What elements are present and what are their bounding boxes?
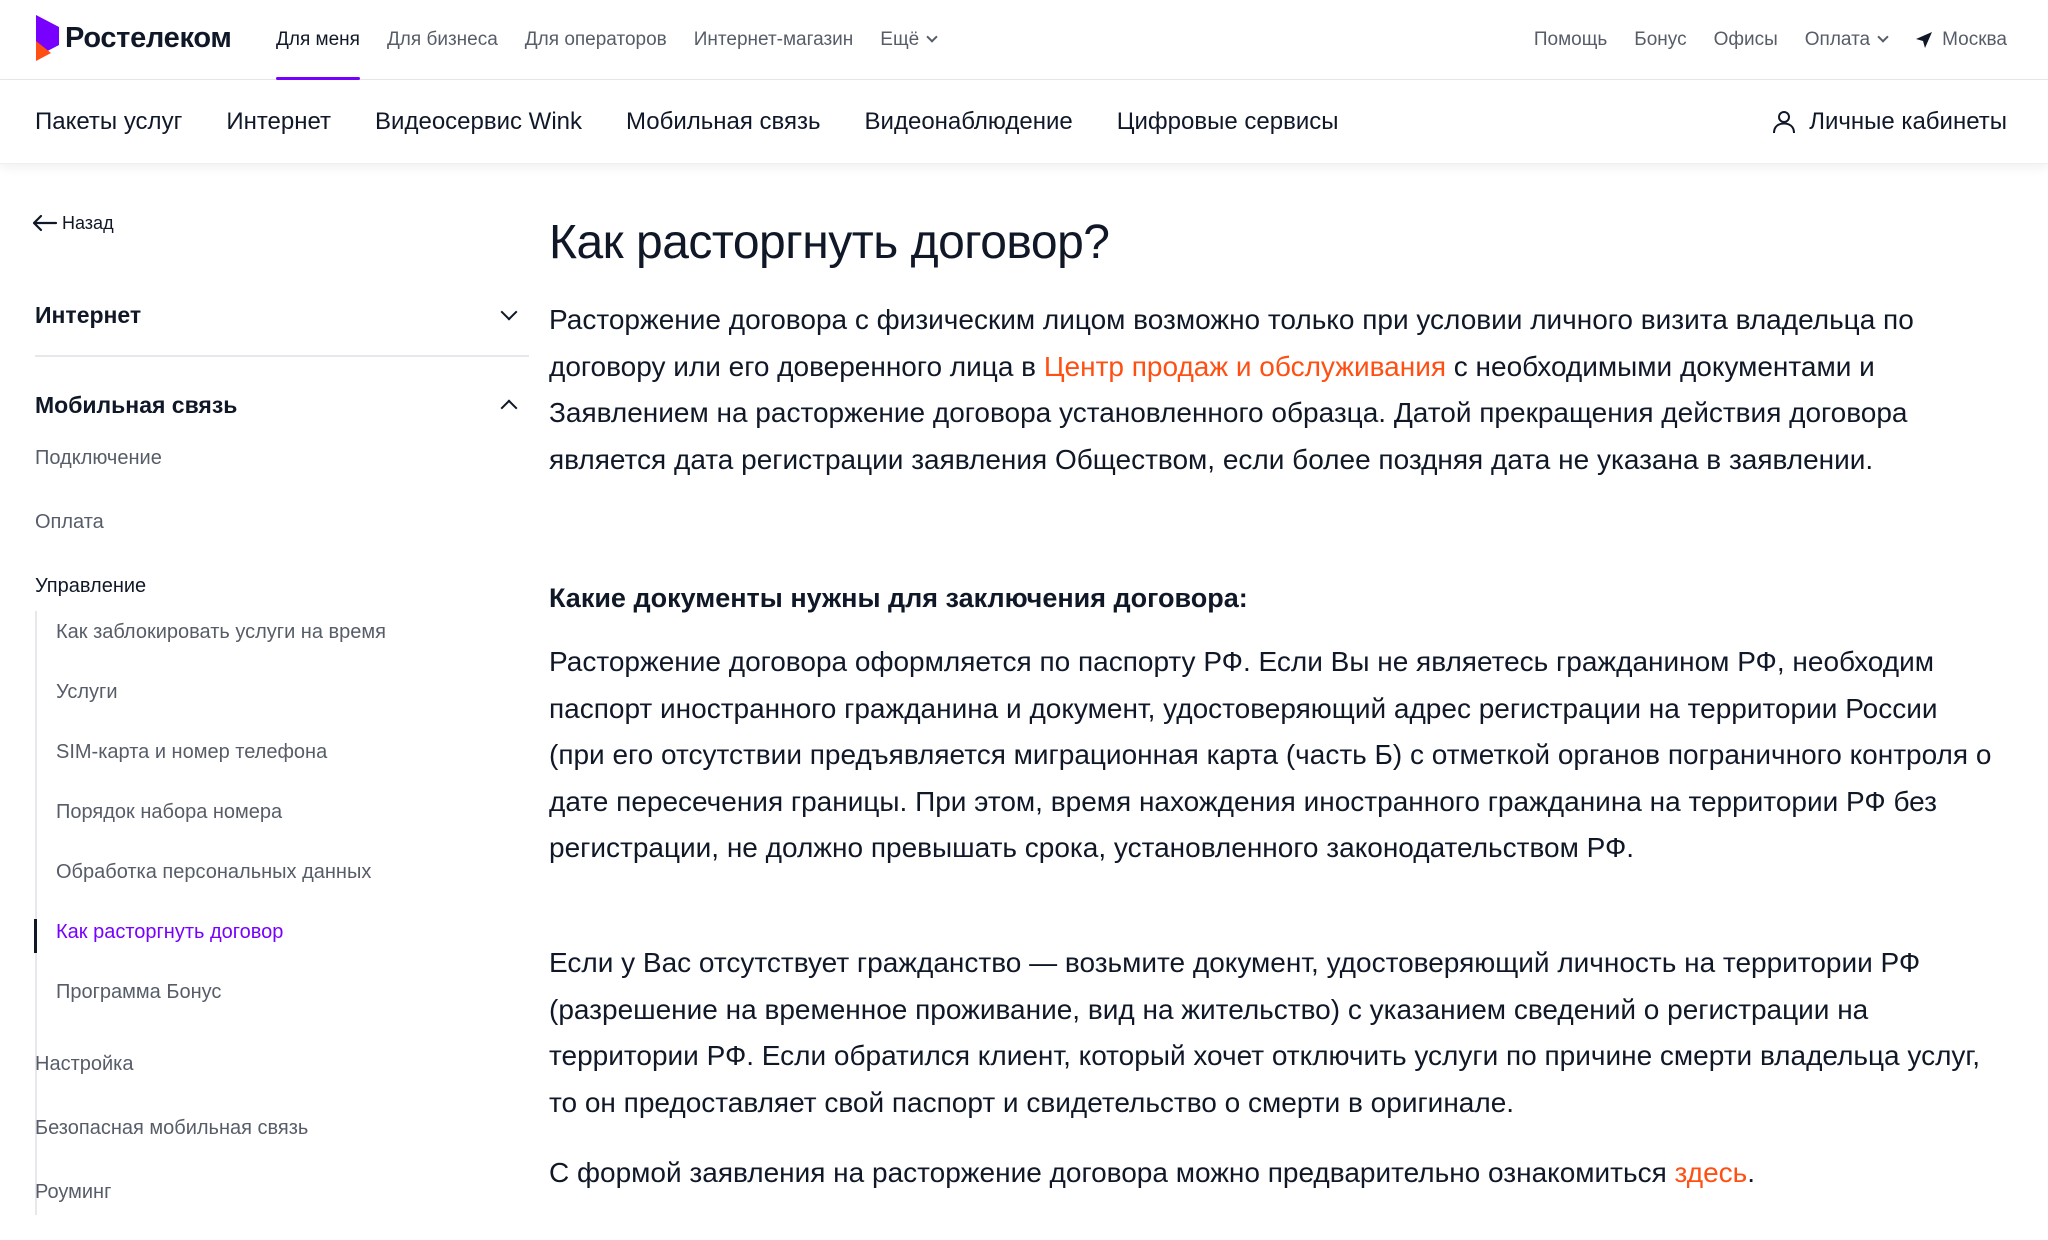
chevron-down-icon — [1877, 31, 1888, 42]
category-video-surveillance[interactable]: Видеонаблюдение — [864, 108, 1073, 135]
intro-paragraph — [549, 297, 1999, 483]
user-icon — [1771, 109, 1797, 135]
topnav-more[interactable] — [880, 0, 936, 80]
personal-accounts-label: Личные кабинеты — [1809, 108, 2007, 135]
sidebar-item-settings[interactable]: Настройка — [35, 1053, 134, 1075]
sidebar-sub-bonus-program[interactable]: Программа Бонус — [56, 981, 222, 1003]
intro-text-b: с необходимыми документами и Заявлением на расторжение договора установленного образца. Датой прекращения действия договора является дата регистрации заявления Обществом, если более поздняя дата не указана в заявлении. — [549, 350, 1908, 475]
category-digital-services[interactable]: Цифровые сервисы — [1116, 108, 1339, 135]
offices-link[interactable]: Офисы — [1713, 29, 1778, 50]
arrow-left-icon — [30, 213, 58, 233]
chevron-up-icon — [501, 400, 518, 417]
intro-text-a: Расторжение договора с физическим лицом возможно только при условии личного визита владельца по договору или его доверенного лица в — [549, 304, 1914, 382]
form-text-b: . — [1747, 1157, 1756, 1188]
brand-name: Ростелеком — [65, 21, 232, 54]
section-mobile-title: Мобильная связь — [35, 391, 238, 418]
top-header — [0, 0, 2048, 80]
topnav-more-label: Ещё — [880, 29, 920, 50]
form-paragraph — [549, 1150, 1999, 1197]
documents-heading: Какие документы нужны для заключения договора: — [549, 583, 1248, 613]
section-internet-title: Интернет — [35, 301, 142, 328]
category-wink[interactable]: Видеосервис Wink — [375, 108, 583, 135]
section-internet[interactable] — [35, 293, 529, 337]
personal-accounts-button[interactable] — [1771, 80, 2007, 164]
category-internet[interactable]: Интернет — [226, 108, 332, 135]
sidebar-item-payment[interactable]: Оплата — [35, 511, 104, 533]
active-indicator — [34, 919, 37, 953]
page-title: Как расторгнуть договор? — [549, 216, 1110, 269]
sidebar-item-management[interactable]: Управление — [35, 575, 147, 597]
top-right-links — [1507, 0, 2007, 80]
chevron-down-icon — [927, 31, 938, 42]
sidebar-sub-block-services[interactable]: Как заблокировать услуги на время — [56, 621, 386, 643]
sidebar-sub-personal-data[interactable]: Обработка персональных данных — [56, 861, 372, 883]
topnav-for-business[interactable]: Для бизнеса — [386, 29, 498, 50]
sidebar-sub-dialing[interactable]: Порядок набора номера — [56, 801, 283, 823]
bonus-link[interactable]: Бонус — [1634, 29, 1687, 50]
brand-logo[interactable] — [33, 12, 232, 64]
rostelecom-logo-icon — [33, 13, 63, 63]
section-mobile[interactable] — [35, 383, 529, 427]
category-mobile[interactable]: Мобильная связь — [626, 108, 821, 135]
form-here-link[interactable]: здесь — [1674, 1157, 1748, 1188]
topnav-for-me[interactable]: Для меня — [276, 0, 360, 80]
payment-dropdown[interactable] — [1805, 29, 1887, 51]
sidebar-divider — [35, 355, 529, 357]
category-bar — [0, 80, 2048, 164]
chevron-down-icon — [501, 304, 518, 321]
city-label: Москва — [1942, 29, 2007, 50]
location-arrow-icon — [1914, 30, 1934, 50]
back-label: Назад — [62, 212, 114, 233]
no-citizenship-paragraph: Если у Вас отсутствует гражданство — возьмите документ, удостоверяющий личность на территории РФ (разрешение на временное проживание, вид на жительство) с указанием сведений о регистрации на территории РФ. Если обратился клиент, который хочет отключить услуги по причине смерти владельца услуг, то он предоставляет свой паспорт и свидетельство о смерти в оригинале. — [549, 947, 1980, 1118]
city-selector[interactable] — [1914, 29, 2007, 51]
sidebar-sub-sim-card[interactable]: SIM-карта и номер телефона — [56, 741, 328, 763]
sidebar-sub-services[interactable]: Услуги — [56, 681, 118, 703]
documents-paragraph: Расторжение договора оформляется по паспорту РФ. Если Вы не являетесь гражданином РФ, необходим паспорт иностранного гражданина и документ, удостоверяющий адрес регистрации на территории России (при его отсутствии предъявляется миграционная карта (часть Б) с отметкой органов пограничного контроля о дате пересечения границы. При этом, время нахождения иностранного гражданина на территории РФ без регистрации, не должно превышать срока, установленного законодательством РФ. — [549, 646, 1992, 863]
form-text-a: С формой заявления на расторжение договора можно предварительно ознакомиться — [549, 1157, 1675, 1188]
topnav-for-operators[interactable]: Для операторов — [524, 29, 667, 50]
back-link[interactable] — [30, 205, 114, 241]
sidebar-item-connection[interactable]: Подключение — [35, 447, 162, 469]
sidebar-item-roaming[interactable]: Роуминг — [35, 1181, 112, 1203]
category-nav — [35, 80, 1382, 164]
top-nav — [276, 0, 963, 80]
sidebar-sub-terminate-contract[interactable]: Как расторгнуть договор — [56, 921, 284, 943]
category-packages[interactable]: Пакеты услуг — [35, 108, 183, 135]
help-link[interactable]: Помощь — [1533, 29, 1608, 50]
topnav-online-store[interactable]: Интернет-магазин — [693, 29, 854, 50]
payment-label: Оплата — [1804, 29, 1871, 50]
sidebar-item-safe-mobile[interactable]: Безопасная мобильная связь — [35, 1117, 309, 1139]
sales-center-link[interactable]: Центр продаж и обслуживания — [1043, 350, 1446, 382]
